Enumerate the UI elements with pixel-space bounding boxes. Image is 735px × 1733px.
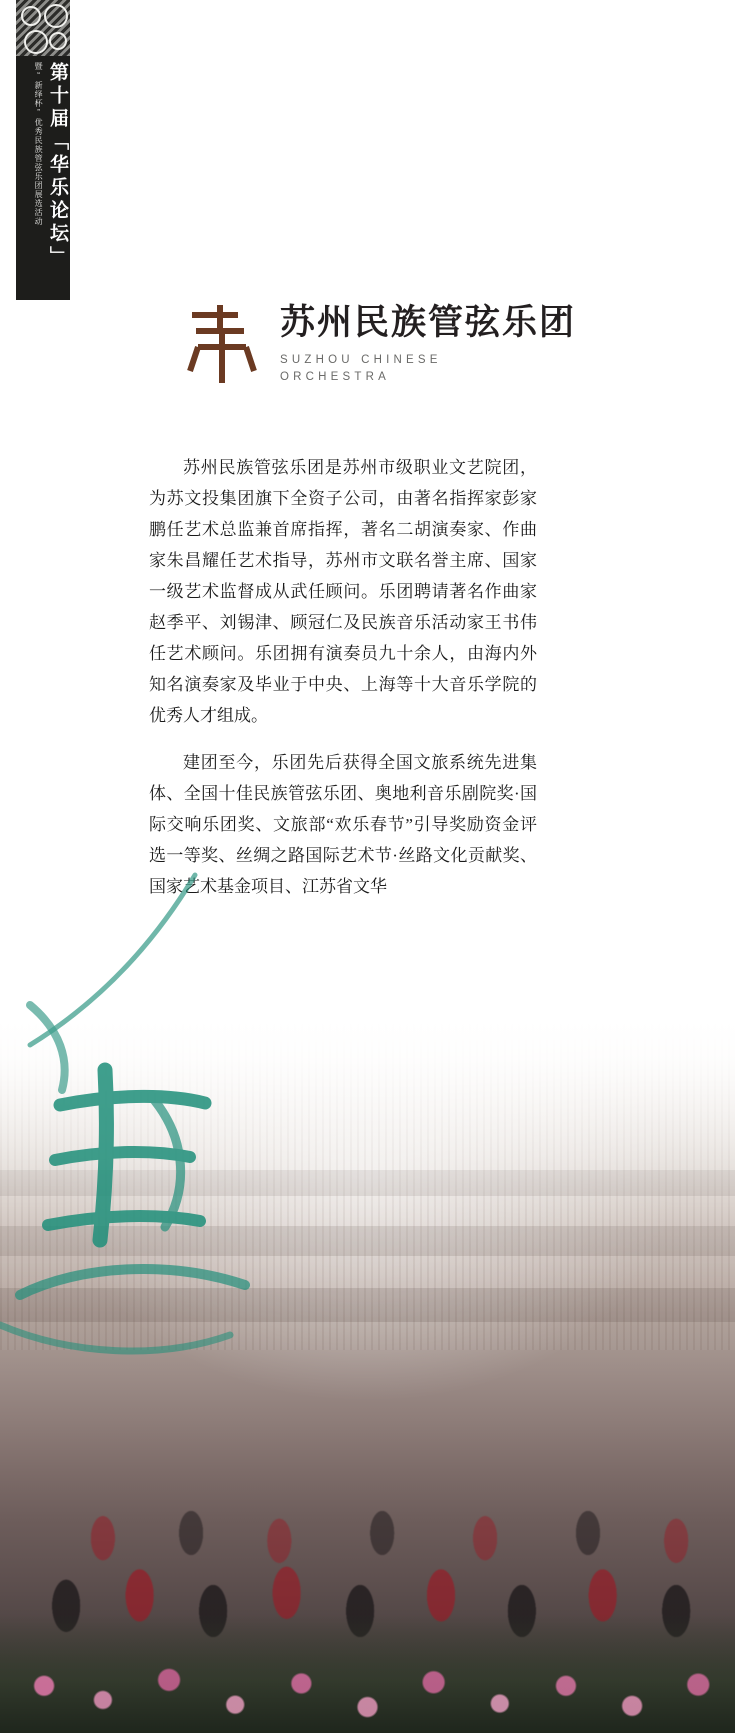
body-copy [149,452,537,902]
logo-text [280,300,576,387]
photo-fade-overlay [0,1020,735,1320]
paragraph-1: 苏州民族管弦乐团是苏州市级职业文艺院团，为苏文投集团旗下全资子公司，由著名指挥家彭家鹏任艺术总监兼首席指挥，著名二胡演奏家、作曲家朱昌耀任艺术指导，苏州市文联名誉主席、国家一级艺术监督成从武任顾问。乐团聘请著名作曲家赵季平、刘锡津、顾冠仁及民族音乐活动家王书伟任艺术顾问。乐团拥有演奏员九十余人，由海内外知名演奏家及毕业于中央、上海等十大音乐学院的优秀人才组成。 [149,458,537,725]
concert-hall-photo [0,1020,735,1733]
orchestra-performers [0,1377,735,1637]
logo-name-cn: 苏州民族管弦乐团 [280,303,577,342]
banner-subtitle-text: 「华乐论坛」 [47,131,68,269]
banner-text-block [16,56,70,300]
logo-name-en-line2: ORCHESTRA [280,371,391,384]
banner-ornament-pattern [16,0,70,56]
orchestra-logo [186,300,576,387]
paragraph-2: 建团至今，乐团先后获得全国文旅系统先进集体、全国十佳民族管弦乐团、奥地利音乐剧院奖·国际交响乐团奖、文旅部“欢乐春节”引导奖励资金评选一等奖、丝绸之路国际艺术节·丝路文化贡献奖、国家艺术基金项目、江苏省文华 [149,753,537,896]
yue-seal-icon [186,301,258,387]
logo-name-en-line1: SUZHOU CHINESE [280,353,442,366]
stage-flowers [0,1615,735,1733]
banner-side-text: 暨“新绎杯”优秀民族管弦乐团展选活动 [34,62,44,226]
banner-title-text: 第十届 [47,62,68,131]
banner-title [46,62,67,269]
logo-name-en [280,352,576,388]
